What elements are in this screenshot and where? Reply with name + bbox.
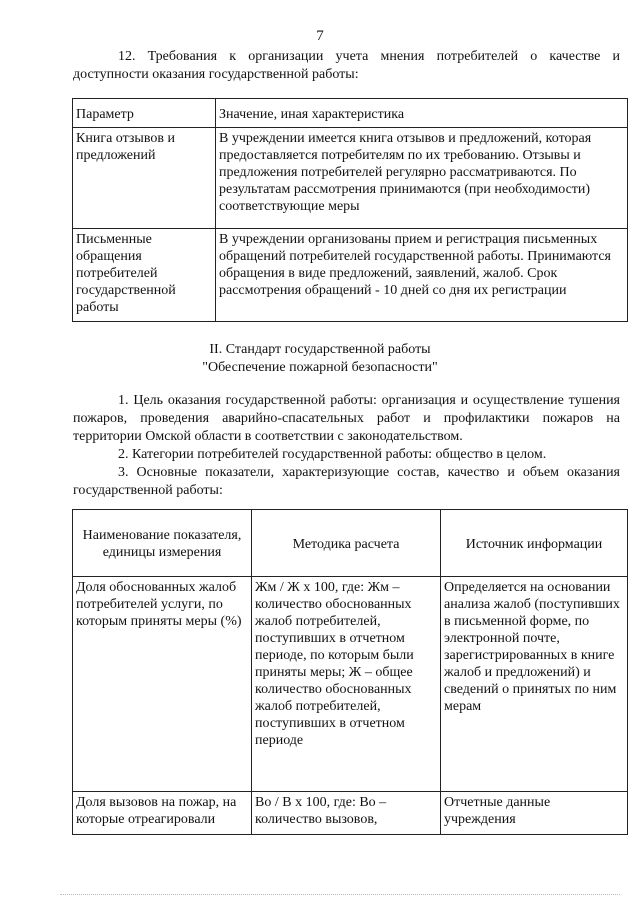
table-header-row — [73, 510, 628, 577]
cell-indicator-name: Доля вызовов на пожар, на которые отреагировали — [73, 792, 252, 835]
table-row — [73, 229, 628, 322]
cell-calculation-method: Во / В х 100, где: Во – количество вызовов, — [252, 792, 441, 835]
table-row — [73, 792, 628, 835]
cell-parameter: Письменные обращения потребителей государственной работы — [73, 229, 216, 322]
consumer-feedback-table — [72, 98, 628, 322]
header-information-source: Источник информации — [441, 510, 628, 577]
cell-information-source: Отчетные данные учреждения — [441, 792, 628, 835]
cell-value: В учреждении имеется книга отзывов и предложений, которая предоставляется потребителям по их требованию. Отзывы и предложения потребителей регулярно рассматриваются. По результатам рассмотрения принимаются (при необходимости) соответствующие меры — [216, 128, 628, 229]
page-bottom-edge — [60, 894, 620, 896]
page-number: 7 — [316, 28, 324, 44]
table-row — [73, 128, 628, 229]
indicators-table — [72, 509, 628, 835]
section2-item1: 1. Цель оказания государственной работы: организация и осуществление тушения пожаров, проведения аварийно-спасательных работ и профилактики пожаров на территории Омской области в соответствии с законодательством. — [73, 393, 620, 444]
cell-value: В учреждении организованы прием и регистрация письменных обращений потребителей государственной работы. Принимаются обращения в виде предложений, заявлений, жалоб. Срок рассмотрения обращений - 10 дней со дня их регистрации — [216, 229, 628, 322]
header-indicator-name: Наименование показателя, единицы измерения — [73, 510, 252, 577]
section2-item3: 3. Основные показатели, характеризующие состав, качество и объем оказания государственной работы: — [73, 465, 620, 498]
header-value: Значение, иная характеристика — [216, 99, 628, 128]
cell-indicator-name: Доля обоснованных жалоб потребителей услуги, по которым приняты меры (%) — [73, 577, 252, 792]
header-parameter: Параметр — [73, 99, 216, 128]
section2-title-line1: II. Стандарт государственной работы — [209, 342, 431, 357]
header-calculation-method: Методика расчета — [252, 510, 441, 577]
table-row — [73, 577, 628, 792]
cell-information-source: Определяется на основании анализа жалоб (поступивших в письменной форме, по электронной почте, зарегистрированных в книге жалоб и предложений) и сведений о принятых по ним мерам — [441, 577, 628, 792]
cell-parameter: Книга отзывов и предложений — [73, 128, 216, 229]
section2-title-line2: "Обеспечение пожарной безопасности" — [202, 360, 438, 375]
table-header-row — [73, 99, 628, 128]
section12-heading: 12. Требования к организации учета мнения потребителей о качестве и доступности оказания государственной работы: — [73, 49, 620, 82]
section2-item2: 2. Категории потребителей государственной работы: общество в целом. — [118, 447, 547, 462]
cell-calculation-method: Жм / Ж х 100, где: Жм – количество обоснованных жалоб потребителей, поступивших в отчетном периоде, по которым были приняты меры; Ж – общее количество обоснованных жалоб потребителей, поступивших в отчетном периоде — [252, 577, 441, 792]
